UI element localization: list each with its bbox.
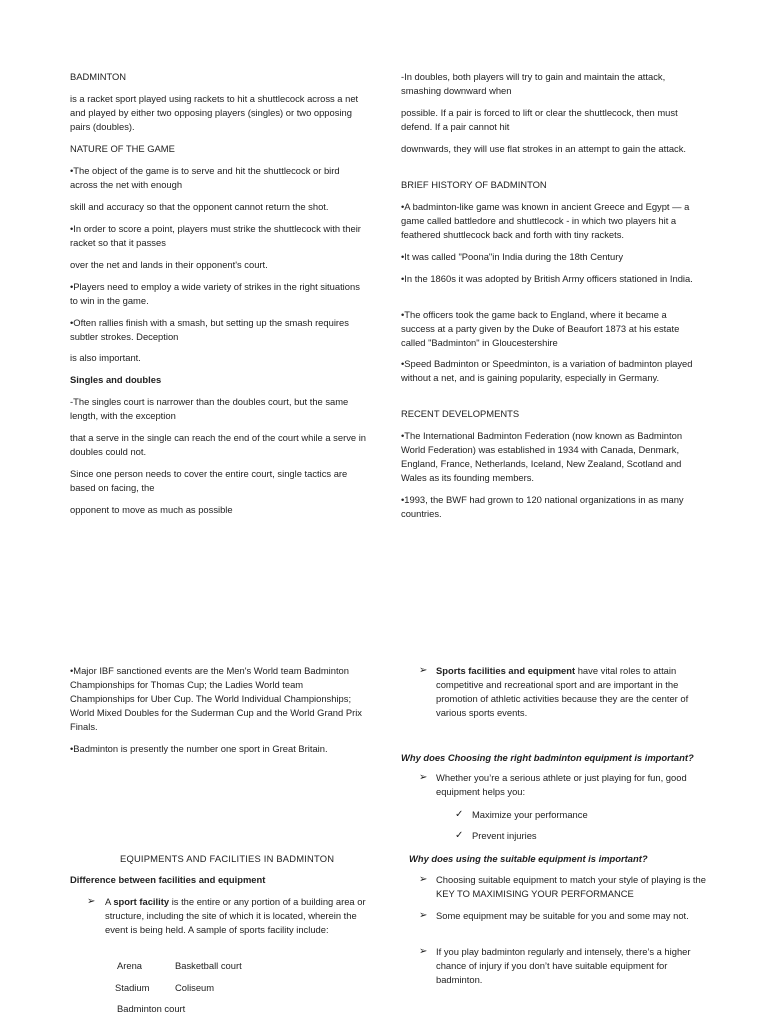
history-paragraph-5: •Speed Badminton or Speedminton, is a variation of badminton played without a net, and is gaining popularity, especially in Germany. <box>401 358 693 383</box>
question-1-bullet: Whether you’re a serious athlete or just playing for fun, good equipment helps you: <box>436 772 687 797</box>
check-icon: ✓ <box>455 809 464 820</box>
question-2-bullet-1: Choosing suitable equipment to match your style of playing is the KEY TO MAXIMISING YOUR PERFORMANCE <box>436 874 706 899</box>
arrow-bullet-icon: ➢ <box>419 874 428 885</box>
sport-facility-term: sport facility <box>113 896 170 907</box>
facility-item: Badminton court <box>117 1003 186 1014</box>
nature-paragraph-4b: is also important. <box>70 352 141 363</box>
recent-paragraph-1: •The International Badminton Federation (now known as Badminton World Federation) was established in 1934 with Canada, Denmark, England, France, Netherlands, Iceland, New Zealand, Scotland and Wales as its founding members. <box>401 430 683 483</box>
difference-heading: Difference between facilities and equipment <box>70 874 266 885</box>
nature-paragraph-3: •Players need to employ a wide variety of strikes in the right situations to win in the game. <box>70 281 360 306</box>
intro-paragraph: is a racket sport played using rackets to hit a shuttlecock across a net and played by either two opposing players (singles) or two opposing pairs (doubles). <box>70 93 359 132</box>
question-2: Why does using the suitable equipment is important? <box>409 853 648 864</box>
singles-heading: Singles and doubles <box>70 374 162 385</box>
check-icon: ✓ <box>455 830 464 841</box>
arrow-bullet-icon: ➢ <box>419 665 428 676</box>
doubles-paragraph-1: -In doubles, both players will try to gain and maintain the attack, smashing downward when <box>401 71 666 96</box>
sports-facilities-paragraph <box>436 664 708 720</box>
nature-paragraph-1b: skill and accuracy so that the opponent cannot return the shot. <box>70 201 329 212</box>
checklist-item-performance: Maximize your performance <box>472 809 588 820</box>
history-paragraph-4: •The officers took the game back to England, where it became a success at a party given by the Duke of Beaufort 1873 at his estate called "Badminton" in Gloucestershire <box>401 309 680 348</box>
nature-paragraph-2a: •In order to score a point, players must strike the shuttlecock with their racket so that it passes <box>70 223 361 248</box>
arrow-bullet-icon: ➢ <box>87 896 96 907</box>
doubles-paragraph-2: possible. If a pair is forced to lift or clear the shuttlecock, then must defend. If a pair cannot hit <box>401 107 678 132</box>
arrow-bullet-icon: ➢ <box>419 946 428 957</box>
singles-paragraph-2b: opponent to move as much as possible <box>70 504 233 515</box>
facility-item: Coliseum <box>175 982 215 993</box>
history-paragraph-2: •It was called "Poona"in India during the 18th Century <box>401 251 624 262</box>
nature-paragraph-1a: •The object of the game is to serve and hit the shuttlecock or bird across the net with enough <box>70 165 340 190</box>
question-1: Why does Choosing the right badminton equipment is important? <box>401 752 694 763</box>
singles-paragraph-2a: Since one person needs to cover the entire court, single tactics are based on facing, the <box>70 468 348 493</box>
arrow-bullet-icon: ➢ <box>419 772 428 783</box>
sports-facilities-text: have vital roles to attain competitive and recreational sport and are important in the promotion of athletic activities because they are the center of various sports events. <box>436 665 689 718</box>
doubles-paragraph-3: downwards, they will use flat strokes in an attempt to gain the attack. <box>401 143 687 154</box>
singles-paragraph-1b: that a serve in the single can reach the end of the court while a serve in doubles could not. <box>70 432 367 457</box>
nature-paragraph-2b: over the net and lands in their opponent's court. <box>70 259 268 270</box>
nature-heading: NATURE OF THE GAME <box>70 143 175 154</box>
history-heading: BRIEF HISTORY OF BADMINTON <box>401 179 547 190</box>
events-paragraph: •Major IBF sanctioned events are the Men's World team Badminton Championships for Thomas Cup; the Ladies World team Championships for Uber Cup. The World Individual Championships; World Mixed Doubles for the Suderman Cup and the World Grand Prix Finals. <box>70 665 362 732</box>
history-paragraph-1: •A badminton-like game was known in ancient Greece and Egypt — a game called battledore and shuttlecock - in which two players hit a feathered shuttlecock back and forth with tiny rackets. <box>401 201 690 240</box>
facility-item: Arena <box>117 960 143 971</box>
singles-paragraph-1a: -The singles court is narrower than the doubles court, but the same length, with the exception <box>70 396 349 421</box>
facility-item: Stadium <box>115 982 150 993</box>
sports-facilities-term: Sports facilities and equipment <box>436 665 576 676</box>
question-2-bullet-2: Some equipment may be suitable for you and some may not. <box>436 910 689 921</box>
arrow-bullet-icon: ➢ <box>419 910 428 921</box>
nature-paragraph-4a: •Often rallies finish with a smash, but setting up the smash requires subtler strokes. Deception <box>70 317 349 342</box>
checklist-item-injuries: Prevent injuries <box>472 830 537 841</box>
sport-facility-pre: A <box>105 896 114 907</box>
great-britain-paragraph: •Badminton is presently the number one sport in Great Britain. <box>70 743 328 754</box>
equipment-heading: EQUIPMENTS AND FACILITIES IN BADMINTON <box>120 853 335 864</box>
question-2-bullet-3: If you play badminton regularly and intensely, there’s a higher chance of injury if you don’t have suitable equipment for badminton. <box>436 946 691 985</box>
history-paragraph-3: •In the 1860s it was adopted by British Army officers stationed in India. <box>401 273 693 284</box>
facility-item: Basketball court <box>175 960 242 971</box>
recent-paragraph-2: •1993, the BWF had grown to 120 national organizations in as many countries. <box>401 494 684 519</box>
doc-title: BADMINTON <box>70 71 127 82</box>
sport-facility-paragraph <box>105 895 371 937</box>
sport-facility-text: is the entire or any portion of a building area or structure, including the site of which it is located, wherein the event is being held. A sample of sports facility include: <box>105 896 366 935</box>
recent-heading: RECENT DEVELOPMENTS <box>401 408 520 419</box>
